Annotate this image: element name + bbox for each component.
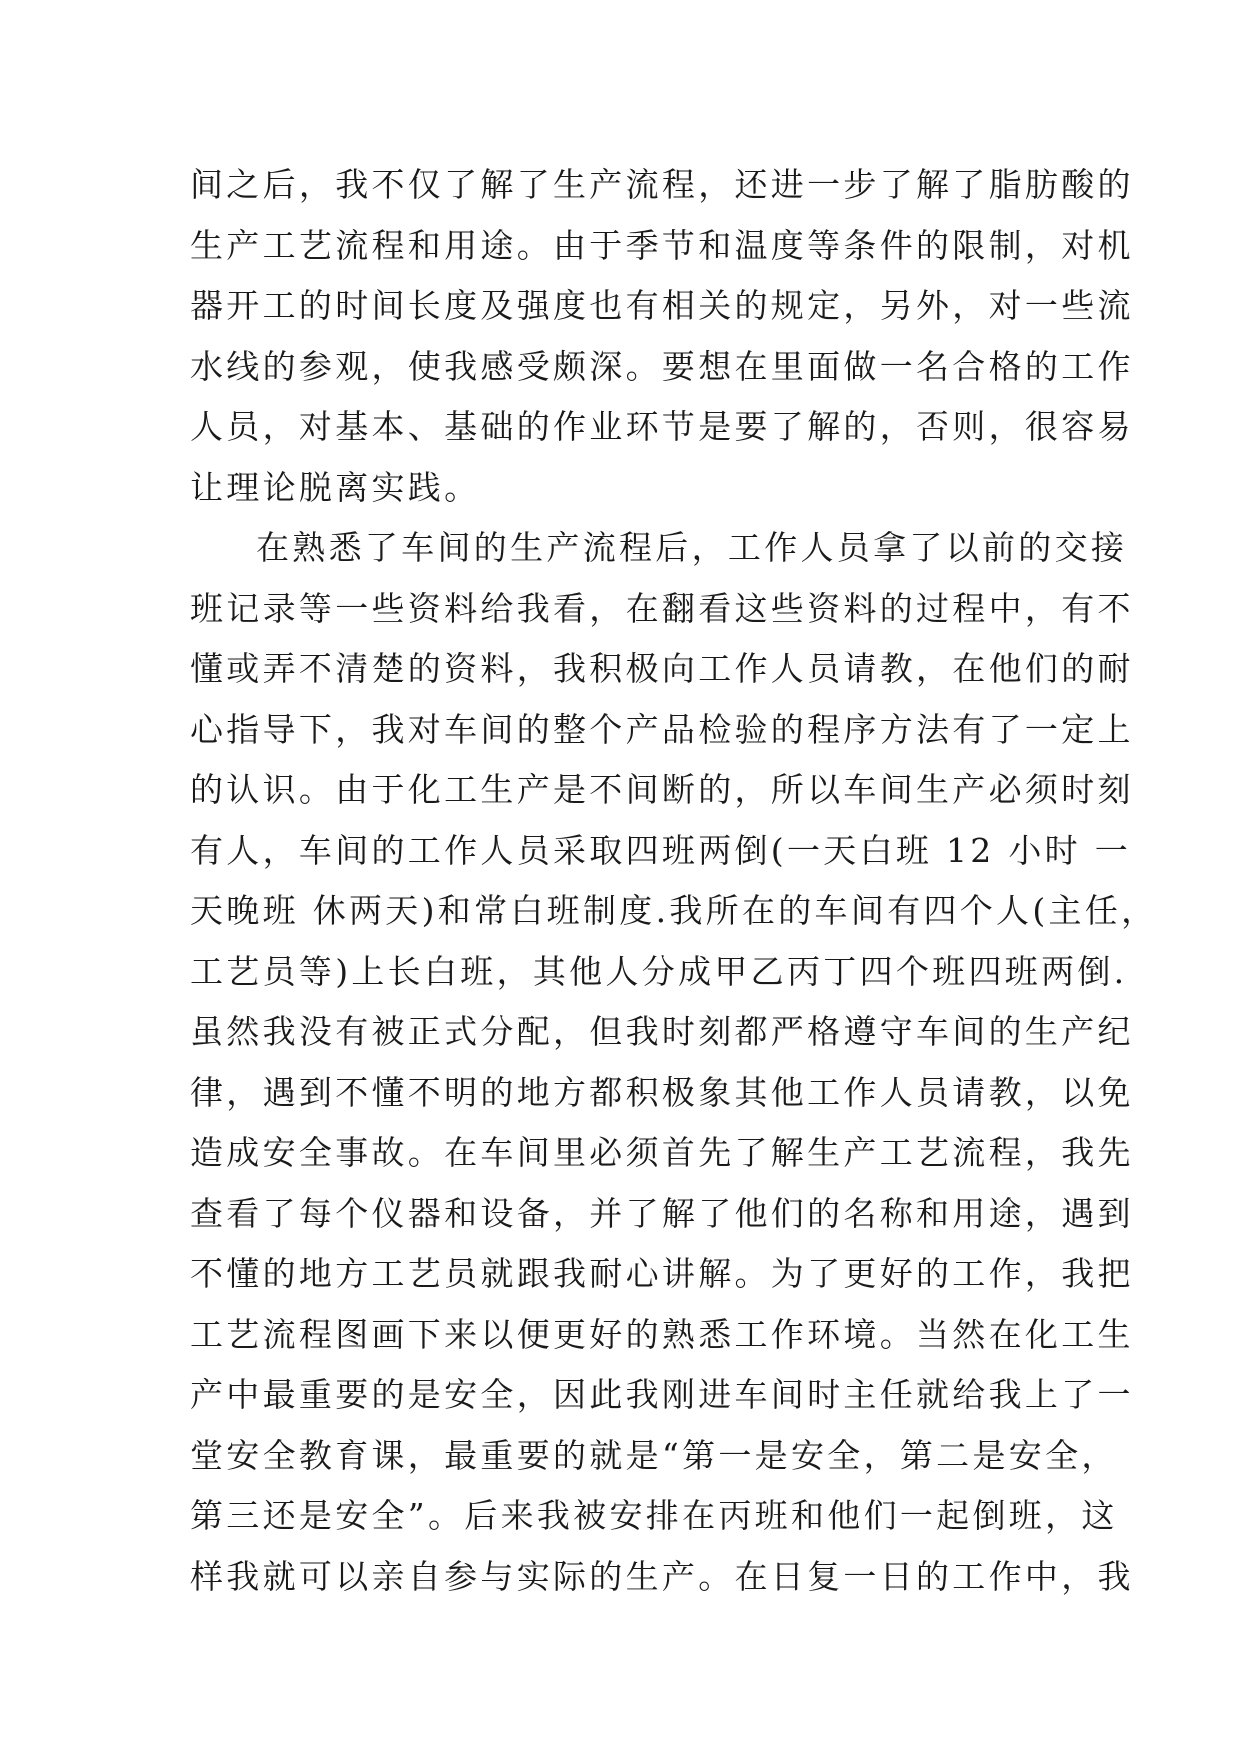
text-line: 产中最重要的是安全，因此我刚进车间时主任就给我上了一 [190,1375,1134,1414]
text-line: 虽然我没有被正式分配，但我时刻都严格遵守车间的生产纪 [190,1012,1134,1051]
text-line: 堂安全教育课，最重要的就是“第一是安全，第二是安全， [190,1435,1118,1475]
text-line: 律，遇到不懂不明的地方都积极象其他工作人员请教，以免 [190,1072,1134,1112]
text-line: 器开工的时间长度及强度也有相关的规定，另外，对一些流 [190,286,1134,325]
paragraph-first-line: 在熟悉了车间的生产流程后，工作人员拿了以前的交接 [256,528,1128,567]
text-line: 样我就可以亲自参与实际的生产。在日复一日的工作中，我 [190,1556,1134,1596]
text-line: 造成安全事故。在车间里必须首先了解生产工艺流程，我先 [190,1133,1134,1172]
text-line: 的认识。由于化工生产是不间断的，所以车间生产必须时刻 [190,770,1134,809]
text-line: 第三还是安全”。后来我被安排在丙班和他们一起倒班，这 [190,1496,1118,1535]
text-line: 人员，对基本、基础的作业环节是要了解的，否则，很容易 [190,407,1134,446]
text-line: 工艺员等)上长白班，其他人分成甲乙丙丁四个班四班两倒. [190,951,1128,991]
text-line: 天晚班 休两天)和常白班制度.我所在的车间有四个人(主任， [190,891,1158,930]
body-text [190,155,1158,1607]
text-line: 有人，车间的工作人员采取四班两倒(一天白班 12 小时 一 [190,830,1132,870]
text-line: 心指导下，我对车间的整个产品检验的程序方法有了一定上 [190,709,1134,749]
text-line: 班记录等一些资料给我看，在翻看这些资料的过程中，有不 [190,588,1134,628]
text-line: 让理论脱离实践。 [190,467,481,507]
text-line: 查看了每个仪器和设备，并了解了他们的名称和用途，遇到 [190,1193,1134,1233]
text-line: 不懂的地方工艺员就跟我耐心讲解。为了更好的工作，我把 [190,1254,1134,1293]
text-line: 懂或弄不清楚的资料，我积极向工作人员请教，在他们的耐 [190,649,1134,688]
text-line: 间之后，我不仅了解了生产流程，还进一步了解了脂肪酸的 [190,165,1134,204]
text-line: 生产工艺流程和用途。由于季节和温度等条件的限制，对机 [190,225,1134,265]
text-line: 水线的参观，使我感受颇深。要想在里面做一名合格的工作 [190,346,1134,386]
text-line: 工艺流程图画下来以便更好的熟悉工作环境。当然在化工生 [190,1314,1134,1354]
